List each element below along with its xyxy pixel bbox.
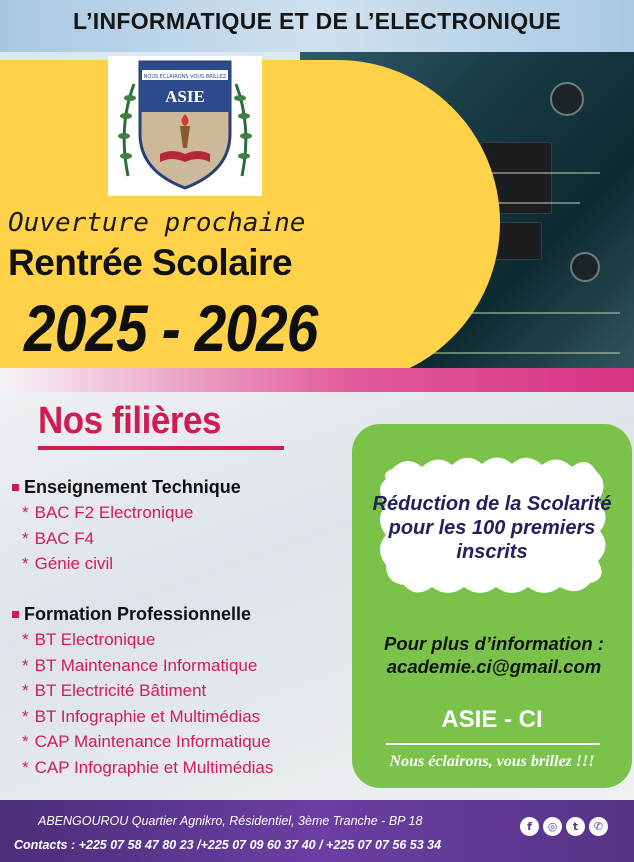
asterisk-icon: * — [22, 655, 29, 675]
professionnelle-list — [22, 627, 273, 781]
list-item — [22, 678, 273, 704]
school-year: 2025 - 2026 — [24, 291, 318, 365]
asterisk-icon: * — [22, 706, 29, 726]
social-icons — [520, 817, 608, 836]
list-item — [22, 526, 193, 552]
program-name: CAP Maintenance Informatique — [34, 732, 271, 752]
whatsapp-icon[interactable]: ✆ — [589, 817, 608, 836]
promo-box — [352, 424, 632, 788]
reduction-offer: Réduction de la Scolarité pour les 100 premiers inscrits — [372, 493, 612, 563]
list-item — [22, 755, 273, 781]
footer-address: ABENGOUROU Quartier Agnikro, Résidentiel, 3ème Tranche - BP 18 — [38, 814, 423, 828]
contact-info — [360, 632, 628, 678]
section-title-professionnelle — [12, 604, 251, 625]
program-name: BT Maintenance Informatique — [34, 655, 258, 675]
section-title-label: Formation Professionnelle — [24, 604, 252, 624]
program-name: BAC F4 — [34, 528, 95, 548]
info-label: Pour plus d’information : — [384, 633, 604, 654]
program-name: CAP Infographie et Multimédias — [34, 757, 274, 777]
instagram-icon[interactable]: ◎ — [543, 817, 562, 836]
brand-name: ASIE - CI — [441, 706, 543, 733]
asie-logo — [108, 56, 262, 196]
program-name: BT Infographie et Multimédias — [34, 706, 261, 726]
asterisk-icon: * — [22, 528, 29, 548]
bullet-square-icon — [12, 484, 19, 491]
list-item — [22, 653, 273, 679]
facebook-icon[interactable]: f — [520, 817, 539, 836]
list-item — [22, 704, 273, 730]
list-item — [22, 729, 273, 755]
logo-motto: NOUS ECLAIRONS VOUS BRILLEZ — [143, 74, 227, 80]
asterisk-icon: * — [22, 503, 29, 522]
bullet-square-icon — [12, 611, 19, 618]
programs-heading: Nos filières — [38, 400, 221, 442]
hero-title: Rentrée Scolaire — [8, 242, 293, 283]
accent-band — [0, 368, 634, 392]
email-address: academie.ci@gmail.com — [386, 656, 602, 677]
list-item — [22, 500, 193, 526]
technique-list — [22, 500, 193, 577]
program-name: BT Electronique — [34, 630, 156, 649]
program-name: BT Electricité Bâtiment — [34, 681, 207, 701]
asterisk-icon: * — [22, 681, 29, 701]
program-name: Génie civil — [34, 554, 114, 574]
section-title-label: Enseignement Technique — [24, 477, 241, 497]
hero-subtitle: Ouverture prochaine — [8, 208, 306, 238]
footer-contacts: Contacts : +225 07 58 47 80 23 /+225 07 09 60 37 40 / +225 07 07 56 53 34 — [14, 838, 442, 852]
asterisk-icon: * — [22, 757, 29, 777]
program-name: BAC F2 Electronique — [34, 503, 194, 522]
list-item — [22, 627, 273, 653]
twitter-icon[interactable]: t — [566, 817, 585, 836]
programs-heading-underline — [38, 446, 284, 450]
page-title: L’INFORMATIQUE ET DE L’ELECTRONIQUE — [73, 8, 561, 34]
asterisk-icon: * — [22, 732, 29, 752]
divider — [386, 743, 600, 745]
list-item — [22, 551, 193, 577]
logo-name: ASIE — [165, 87, 205, 106]
asterisk-icon: * — [22, 554, 29, 574]
tagline: Nous éclairons, vous brillez !!! — [389, 753, 595, 770]
asterisk-icon: * — [22, 630, 29, 649]
section-title-technique — [12, 477, 241, 498]
